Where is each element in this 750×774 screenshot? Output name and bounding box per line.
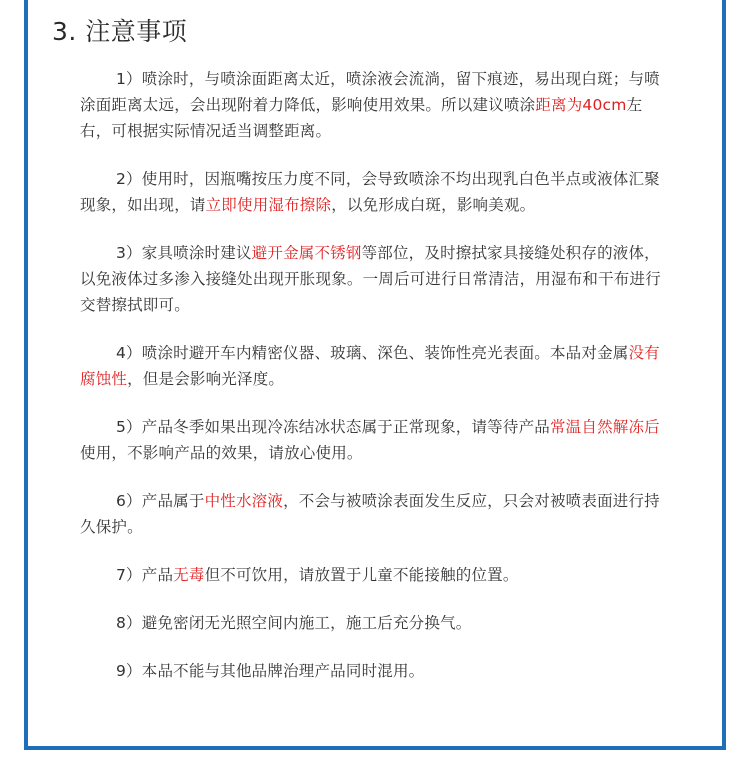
- section-title: 3. 注意事项: [52, 17, 188, 46]
- note-5: 5）产品冬季如果出现冷冻结冰状态属于正常现象，请等待产品常温自然解冻后使用，不影响产品的效果，请放心使用。: [80, 418, 660, 462]
- note-1: 1）喷涂时，与喷涂面距离太近，喷涂液会流淌，留下痕迹，易出现白斑；与喷涂面距离太远，会出现附着力降低，影响使用效果。所以建议喷涂距离为40cm左右，可根据实际情况适当调整距离。: [80, 70, 660, 140]
- note-highlight: 立即使用湿布擦除: [205, 196, 332, 214]
- note-7: 7）产品无毒但不可饮用，请放置于儿童不能接触的位置。: [116, 566, 519, 584]
- note-highlight: 无毒: [173, 566, 205, 584]
- notes-list: [80, 66, 670, 706]
- note-3: 3）家具喷涂时建议避开金属不锈钢等部位，及时擦拭家具接缝处积存的液体，以免液体过多渗入接缝处出现开胀现象。一周后可进行日常清洁，用湿布和干布进行交替擦拭即可。: [80, 244, 661, 314]
- note-6: 6）产品属于中性水溶液，不会与被喷涂表面发生反应，只会对被喷表面进行持久保护。: [80, 492, 660, 536]
- note-highlight: 没有腐蚀性: [80, 344, 660, 388]
- note-9: 9）本品不能与其他品牌治理产品同时混用。: [116, 662, 425, 680]
- note-highlight: 常温自然解冻后: [549, 418, 660, 436]
- note-2: 2）使用时，因瓶嘴按压力度不同，会导致喷涂不均出现乳白色半点或液体汇聚现象，如出现，请立即使用湿布擦除，以免形成白斑，影响美观。: [80, 170, 660, 214]
- note-highlight: 中性水溶液: [204, 492, 284, 510]
- note-8: 8）避免密闭无光照空间内施工，施工后充分换气。: [116, 614, 472, 632]
- note-highlight: 避开金属不锈钢: [251, 244, 362, 262]
- note-4: 4）喷涂时避开车内精密仪器、玻璃、深色、装饰性亮光表面。本品对金属没有腐蚀性，但是会影响光泽度。: [80, 344, 660, 388]
- note-highlight: 距离为40cm: [535, 96, 627, 114]
